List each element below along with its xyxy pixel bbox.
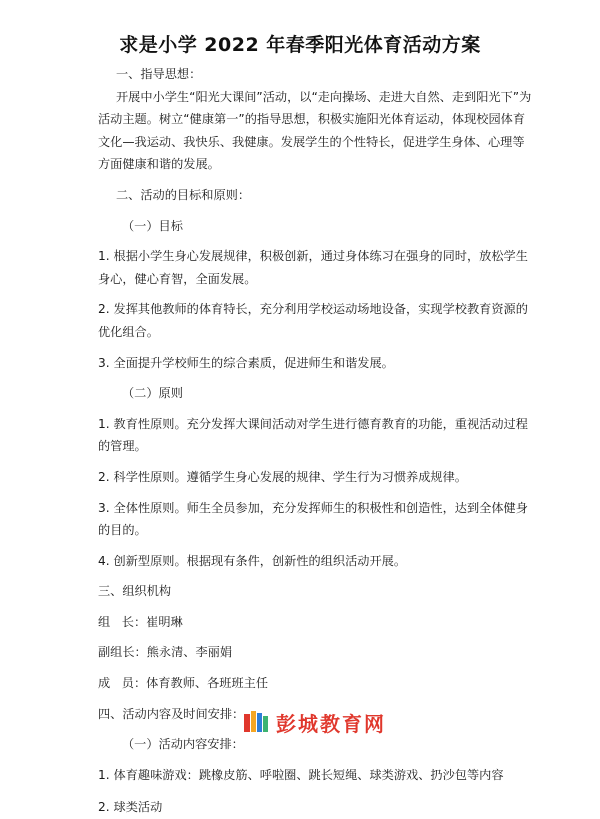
section-heading-organization: 三、组织机构 bbox=[98, 584, 172, 599]
document-body bbox=[98, 63, 534, 819]
org-members: 成 员：体育教师、各班班主任 bbox=[98, 676, 269, 691]
subsection-heading-goals: （一）目标 bbox=[122, 218, 183, 233]
subsection-heading-principles: （二）原则 bbox=[122, 386, 183, 401]
paragraph-guiding-ideology: 开展中小学生“阳光大课间”活动，以“走向操场、走进大自然、走到阳光下”为活动主题。树立“健康第一”的指导思想，积极实施阳光体育运动，体现校园体育文化—我运动、我快乐、我健康。发展学生的个性特长，促进学生身体、心理等方面健康和谐的发展。 bbox=[98, 89, 532, 172]
section-heading-goals-principles: 二、活动的目标和原则： bbox=[116, 187, 251, 202]
principle-item-3: 3. 全体性原则。师生全员参加，充分发挥师生的积极性和创造性，达到全体健身的目的。 bbox=[98, 500, 528, 538]
goal-item-3: 3. 全面提升学校师生的综合素质，促进师生和谐发展。 bbox=[98, 355, 394, 370]
watermark-text: 彭城教育网 bbox=[276, 711, 386, 736]
activity-item-1: 1. 体育趣味游戏：跳橡皮筋、呼啦圈、跳长短绳、球类游戏、扔沙包等内容 bbox=[98, 767, 504, 782]
principle-item-2: 2. 科学性原则。遵循学生身心发展的规律、学生行为习惯养成规律。 bbox=[98, 469, 467, 484]
org-leader: 组 长：崔明琳 bbox=[98, 614, 183, 629]
section-heading-guiding-ideology: 一、指导思想： bbox=[116, 67, 202, 81]
activity-item-2: 2. 球类活动 bbox=[98, 800, 163, 815]
principle-item-4: 4. 创新型原则。根据现有条件，创新性的组织活动开展。 bbox=[98, 553, 407, 568]
book-logo-icon bbox=[242, 708, 270, 736]
org-deputy-leader: 副组长：熊永清、李丽娟 bbox=[98, 645, 233, 660]
principle-item-1: 1. 教育性原则。充分发挥大课间活动对学生进行德育教育的功能，重视活动过程的管理。 bbox=[98, 416, 528, 454]
subsection-heading-activity-content: （一）活动内容安排： bbox=[122, 737, 244, 752]
watermark-logo bbox=[242, 707, 386, 737]
goal-item-2: 2. 发挥其他教师的体育特长，充分利用学校运动场地设备，实现学校教育资源的优化组合。 bbox=[98, 302, 528, 339]
goal-item-1: 1. 根据小学生身心发展规律，积极创新，通过身体练习在强身的同时，放松学生身心，健心育智，全面发展。 bbox=[98, 249, 528, 286]
section-heading-activities: 四、活动内容及时间安排： bbox=[98, 706, 245, 721]
document-title: 求是小学 2022 年春季阳光体育活动方案 bbox=[119, 34, 481, 56]
